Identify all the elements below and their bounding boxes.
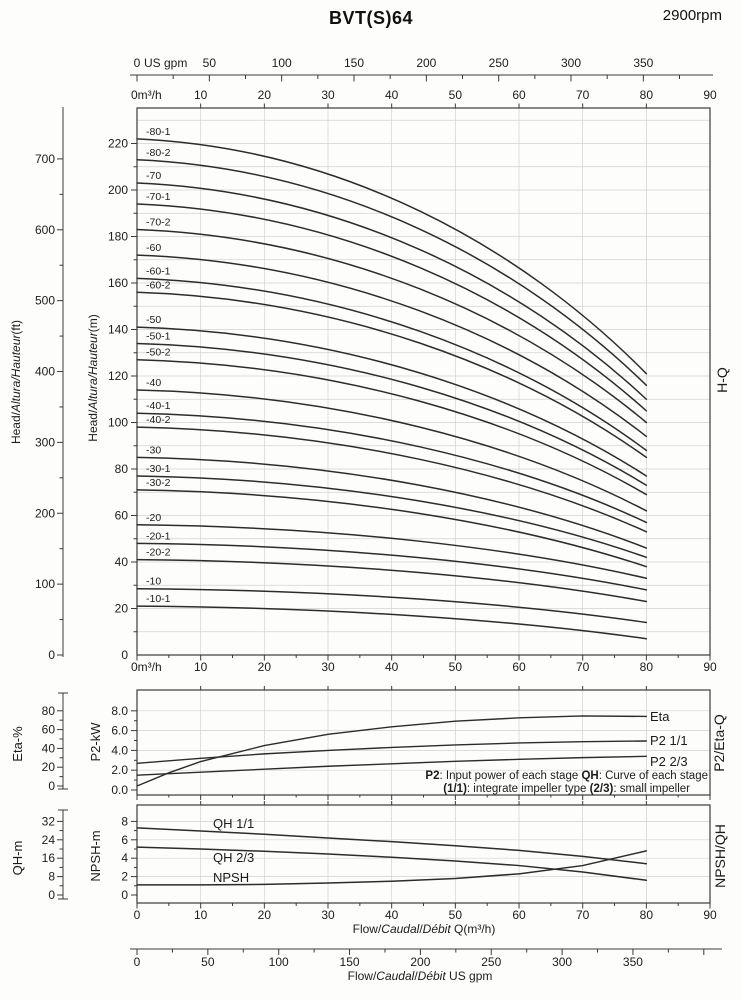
svg-text:Eta: Eta	[650, 709, 670, 724]
svg-text:80: 80	[639, 908, 654, 922]
svg-text:-20: -20	[146, 511, 162, 524]
svg-text:400: 400	[34, 364, 55, 379]
svg-text:90: 90	[703, 660, 717, 674]
svg-text:-20-2: -20-2	[146, 546, 171, 559]
svg-text:QH-m: QH-m	[10, 840, 25, 876]
svg-text:300: 300	[552, 955, 573, 969]
svg-text:0m³/h: 0m³/h	[131, 660, 162, 674]
svg-text:16: 16	[41, 851, 55, 866]
svg-text:-10: -10	[146, 575, 162, 588]
svg-text:Eta-%: Eta-%	[10, 726, 25, 762]
svg-text:90: 90	[703, 908, 717, 922]
svg-text:600: 600	[34, 222, 55, 237]
svg-text:140: 140	[107, 322, 128, 337]
svg-text:20: 20	[114, 601, 128, 616]
svg-text:-30-2: -30-2	[146, 476, 171, 489]
svg-text:24: 24	[41, 832, 55, 847]
svg-text:-40: -40	[146, 376, 162, 389]
svg-text:40: 40	[385, 88, 399, 102]
svg-text:300: 300	[560, 56, 582, 70]
svg-text:0: 0	[48, 779, 55, 793]
svg-text:QH 1/1: QH 1/1	[213, 816, 255, 831]
svg-text:8: 8	[121, 814, 128, 829]
svg-text:200: 200	[107, 183, 128, 197]
svg-text:-20-1: -20-1	[146, 530, 171, 543]
svg-text:100: 100	[268, 955, 289, 969]
svg-text:40: 40	[385, 660, 399, 674]
svg-text:P2 1/1: P2 1/1	[650, 733, 688, 748]
svg-text:-40-2: -40-2	[146, 414, 171, 427]
svg-text:20: 20	[41, 760, 55, 775]
svg-text:(1/1): integrate impeller type: (1/1): integrate impeller type (2/3): small impeller	[443, 783, 690, 795]
svg-text:QH 2/3: QH 2/3	[213, 850, 255, 865]
svg-text:-30-1: -30-1	[146, 462, 171, 475]
svg-text:500: 500	[34, 293, 55, 308]
svg-text:120: 120	[107, 369, 128, 383]
svg-text:90: 90	[703, 88, 717, 102]
svg-text:40: 40	[41, 741, 55, 756]
svg-text:6: 6	[121, 832, 128, 847]
svg-text:8.0: 8.0	[111, 703, 128, 718]
svg-text:-10-1: -10-1	[146, 593, 171, 606]
svg-text:700: 700	[34, 151, 55, 166]
svg-text:300: 300	[34, 435, 55, 450]
svg-text:-30: -30	[146, 444, 162, 457]
svg-text:-50: -50	[146, 314, 162, 327]
svg-text:250: 250	[481, 955, 502, 969]
svg-text:6.0: 6.0	[111, 723, 128, 738]
svg-text:50: 50	[448, 88, 463, 102]
svg-text:NPSH/QH: NPSH/QH	[712, 824, 728, 888]
svg-text:20: 20	[257, 908, 272, 922]
svg-text:0: 0	[121, 648, 128, 662]
svg-text:200: 200	[410, 955, 431, 969]
svg-text:70: 70	[576, 88, 590, 102]
svg-text:-70-1: -70-1	[146, 190, 171, 203]
svg-text:80: 80	[639, 660, 654, 674]
svg-text:200: 200	[34, 506, 55, 521]
svg-text:160: 160	[107, 276, 128, 290]
svg-text:-60-2: -60-2	[146, 279, 171, 292]
svg-text:0.0: 0.0	[111, 783, 128, 797]
svg-text:30: 30	[321, 88, 335, 102]
svg-text:10: 10	[193, 88, 208, 102]
svg-text:0: 0	[48, 648, 55, 662]
svg-text:Flow/Caudal/Débit US gpm: Flow/Caudal/Débit US gpm	[347, 969, 493, 983]
svg-text:Flow/Caudal/Débit Q(m³/h): Flow/Caudal/Débit Q(m³/h)	[352, 922, 496, 936]
svg-text:-50-1: -50-1	[146, 330, 171, 343]
svg-text:30: 30	[321, 908, 335, 922]
svg-text:Head/Altura/Hauteur(ft): Head/Altura/Hauteur(ft)	[9, 319, 23, 445]
svg-text:P2-kW: P2-kW	[88, 722, 103, 762]
svg-text:P2: Input power of each stage: P2: Input power of each stage QH: Curve of each stage	[425, 770, 708, 782]
svg-text:20: 20	[257, 660, 272, 674]
svg-text:US gpm: US gpm	[144, 56, 188, 70]
svg-text:40: 40	[114, 555, 128, 569]
svg-text:150: 150	[343, 56, 365, 70]
svg-text:0: 0	[133, 56, 141, 70]
svg-text:0: 0	[48, 888, 55, 902]
svg-text:H-Q: H-Q	[714, 367, 730, 393]
svg-text:70: 70	[576, 908, 590, 922]
svg-text:-70: -70	[146, 170, 162, 183]
svg-text:50: 50	[448, 908, 463, 922]
svg-text:50: 50	[448, 660, 463, 674]
svg-text:-80-2: -80-2	[146, 146, 171, 159]
svg-text:0: 0	[133, 955, 141, 969]
svg-text:-80-1: -80-1	[146, 125, 171, 138]
svg-text:80: 80	[114, 462, 128, 476]
svg-text:250: 250	[488, 56, 509, 70]
svg-text:60: 60	[512, 88, 526, 102]
svg-text:220: 220	[107, 136, 128, 151]
svg-text:8: 8	[48, 869, 55, 884]
svg-text:80: 80	[41, 703, 55, 718]
svg-text:0m³/h: 0m³/h	[131, 88, 162, 102]
svg-text:80: 80	[639, 88, 654, 102]
svg-text:10: 10	[193, 908, 208, 922]
svg-text:60: 60	[41, 722, 55, 737]
svg-text:NPSH: NPSH	[213, 870, 250, 885]
svg-text:P2 2/3: P2 2/3	[650, 754, 688, 769]
svg-text:70: 70	[576, 660, 590, 674]
svg-text:P2/Eta-Q: P2/Eta-Q	[711, 714, 727, 772]
page-title: BVT(S)64	[328, 8, 413, 28]
svg-text:Head/Altura/Hauteur(m): Head/Altura/Hauteur(m)	[86, 314, 100, 442]
svg-text:60: 60	[114, 508, 128, 523]
svg-text:60: 60	[512, 660, 526, 674]
svg-text:-60: -60	[146, 242, 162, 255]
svg-text:2: 2	[121, 869, 128, 884]
svg-text:NPSH-m: NPSH-m	[88, 830, 103, 882]
svg-text:4: 4	[121, 851, 128, 866]
svg-text:2.0: 2.0	[111, 763, 128, 778]
svg-text:4.0: 4.0	[111, 743, 128, 758]
svg-text:350: 350	[633, 56, 654, 70]
svg-text:50: 50	[201, 955, 215, 969]
svg-text:32: 32	[41, 814, 55, 829]
rpm-label: 2900rpm	[662, 7, 722, 24]
svg-text:100: 100	[271, 56, 292, 70]
svg-text:100: 100	[107, 415, 128, 430]
svg-text:200: 200	[416, 56, 437, 70]
svg-text:50: 50	[202, 56, 217, 70]
svg-text:-40-1: -40-1	[146, 400, 171, 413]
svg-text:180: 180	[107, 229, 128, 244]
svg-text:40: 40	[385, 908, 399, 922]
svg-text:0: 0	[133, 908, 141, 922]
svg-text:350: 350	[622, 955, 643, 969]
svg-text:-60-1: -60-1	[146, 265, 171, 278]
svg-text:10: 10	[193, 660, 208, 674]
svg-text:-50-2: -50-2	[146, 346, 171, 359]
svg-text:20: 20	[257, 88, 272, 102]
svg-text:-70-2: -70-2	[146, 216, 171, 229]
svg-text:30: 30	[321, 660, 335, 674]
svg-text:60: 60	[512, 908, 526, 922]
svg-text:100: 100	[34, 577, 55, 592]
svg-text:0: 0	[121, 888, 128, 902]
svg-text:150: 150	[339, 955, 360, 969]
